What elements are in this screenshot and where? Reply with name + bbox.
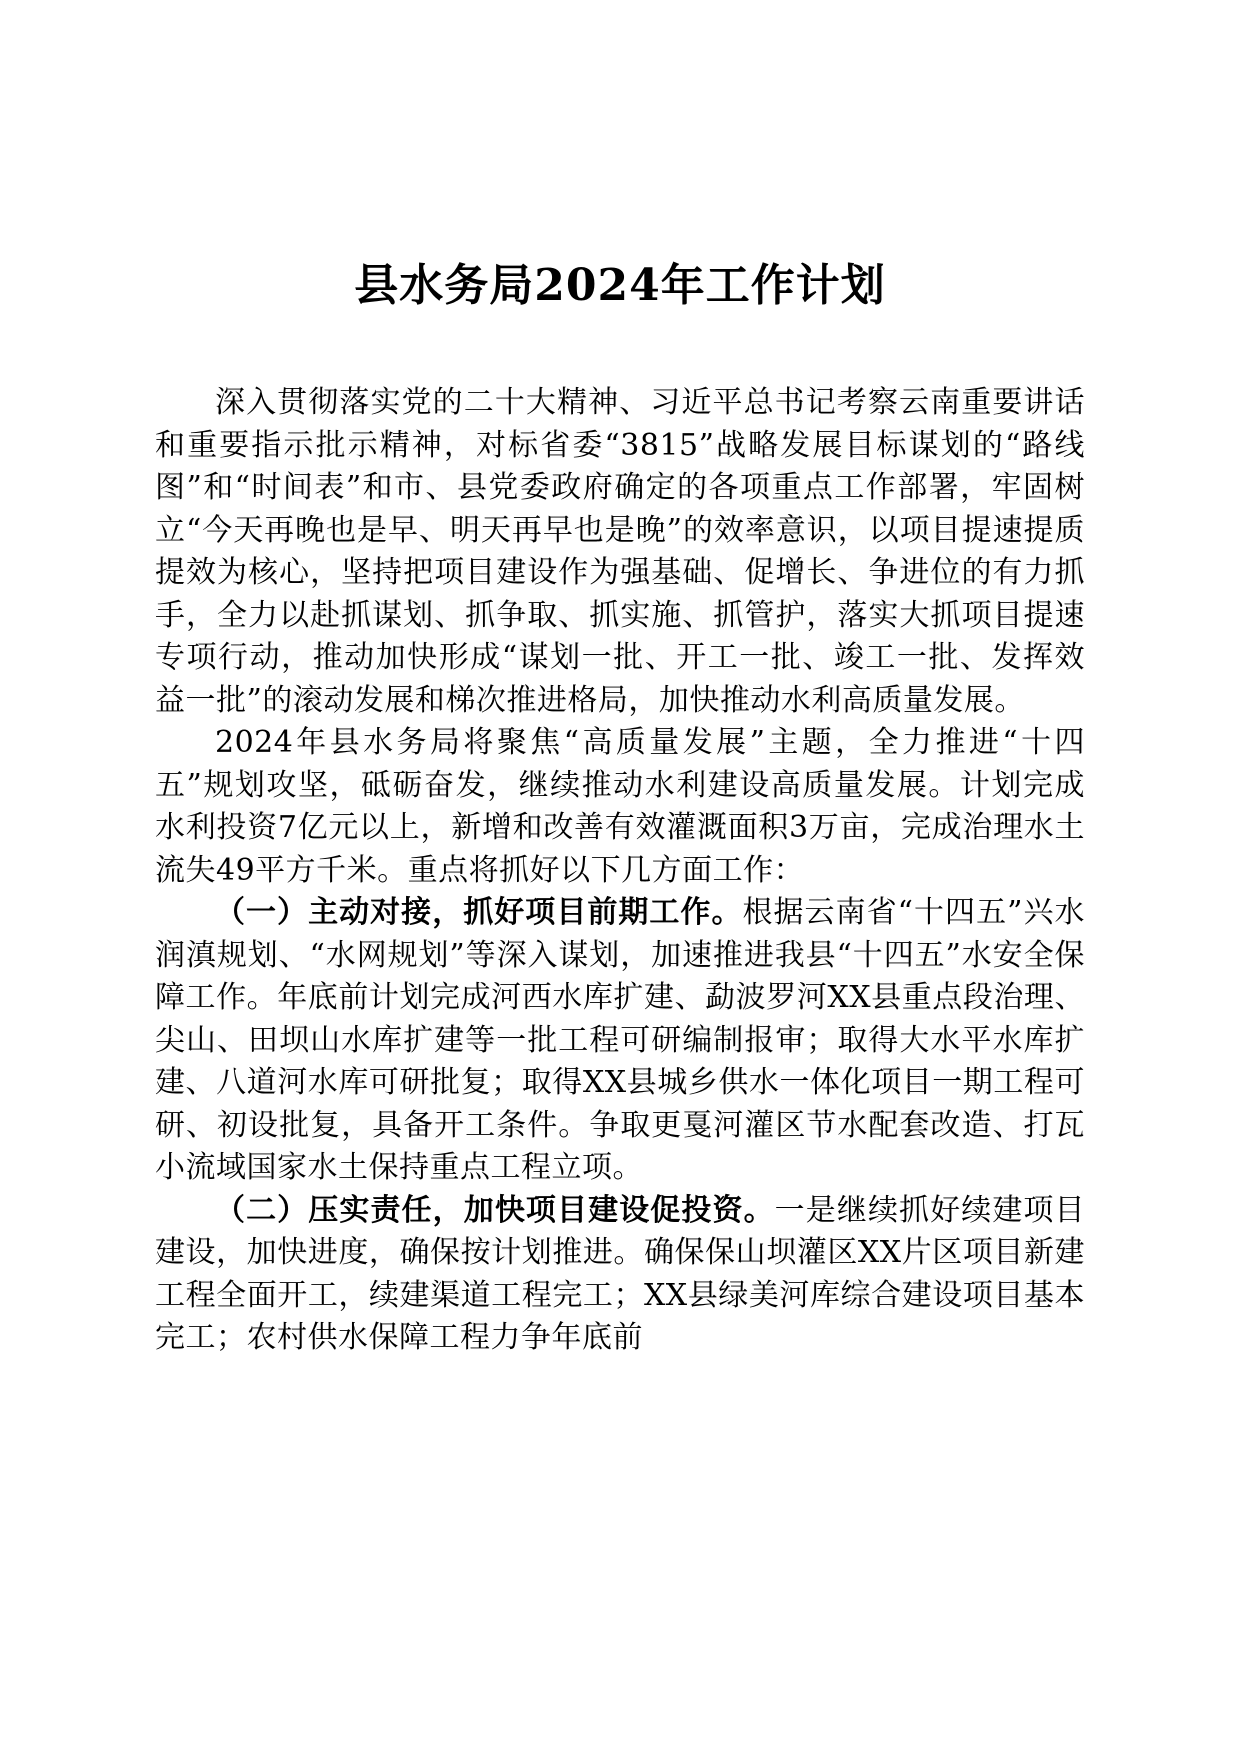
- paragraph-text: 深入贯彻落实党的二十大精神、习近平总书记考察云南重要讲话和重要指示批示精神，对标省委“3815”战略发展目标谋划的“路线图”和“时间表”和市、县党委政府确定的各项重点工作部署，牢固树立“今天再晚也是早、明天再早也是晚”的效率意识，以项目提速提质提效为核心，坚持把项目建设作为强基础、促增长、争进位的有力抓手，全力以赴抓谋划、抓争取、抓实施、抓管护，落实大抓项目提速专项行动，推动加快形成“谋划一批、开工一批、竣工一批、发挥效益一批”的滚动发展和梯次推进格局，加快推动水利高质量发展。: [155, 385, 1085, 718]
- section-heading: （二）压实责任，加快项目建设促投资。: [215, 1192, 775, 1228]
- section-heading: （一）主动对接，抓好项目前期工作。: [215, 895, 743, 930]
- paragraph-text: 一是继续抓好续建项目建设，加快进度，确保按计划推进。确保保山坝灌区XX片区项目新建工程全面开工，续建渠道工程完工；XX县绿美河库综合建设项目基本完工；农村供水保障工程力争年底前: [155, 1192, 1086, 1355]
- paragraph-overview: [155, 722, 1085, 892]
- document-title: 县水务局2024年工作计划: [354, 260, 886, 311]
- paragraph-intro: [155, 382, 1085, 722]
- paragraph-section-2: [155, 1190, 1085, 1360]
- paragraph-text: 2024年县水务局将聚焦“高质量发展”主题，全力推进“十四五”规划攻坚，砥砺奋发，继续推动水利建设高质量发展。计划完成水利投资7亿元以上，新增和改善有效灌溉面积3万亩，完成治理水土流失49平方千米。重点将抓好以下几方面工作：: [155, 725, 1085, 888]
- paragraph-section-1: [155, 892, 1085, 1190]
- paragraph-text: 根据云南省“十四五”兴水润滇规划、“水网规划”等深入谋划，加速推进我县“十四五”水安全保障工作。年底前计划完成河西水库扩建、勐波罗河XX县重点段治理、尖山、田坝山水库扩建等一批工程可研编制报审；取得大水平水库扩建、八道河水库可研批复；取得XX县城乡供水一体化项目一期工程可研、初设批复，具备开工条件。争取更戛河灌区节水配套改造、打瓦小流域国家水土保持重点工程立项。: [155, 895, 1085, 1185]
- document-body: [155, 382, 1085, 1360]
